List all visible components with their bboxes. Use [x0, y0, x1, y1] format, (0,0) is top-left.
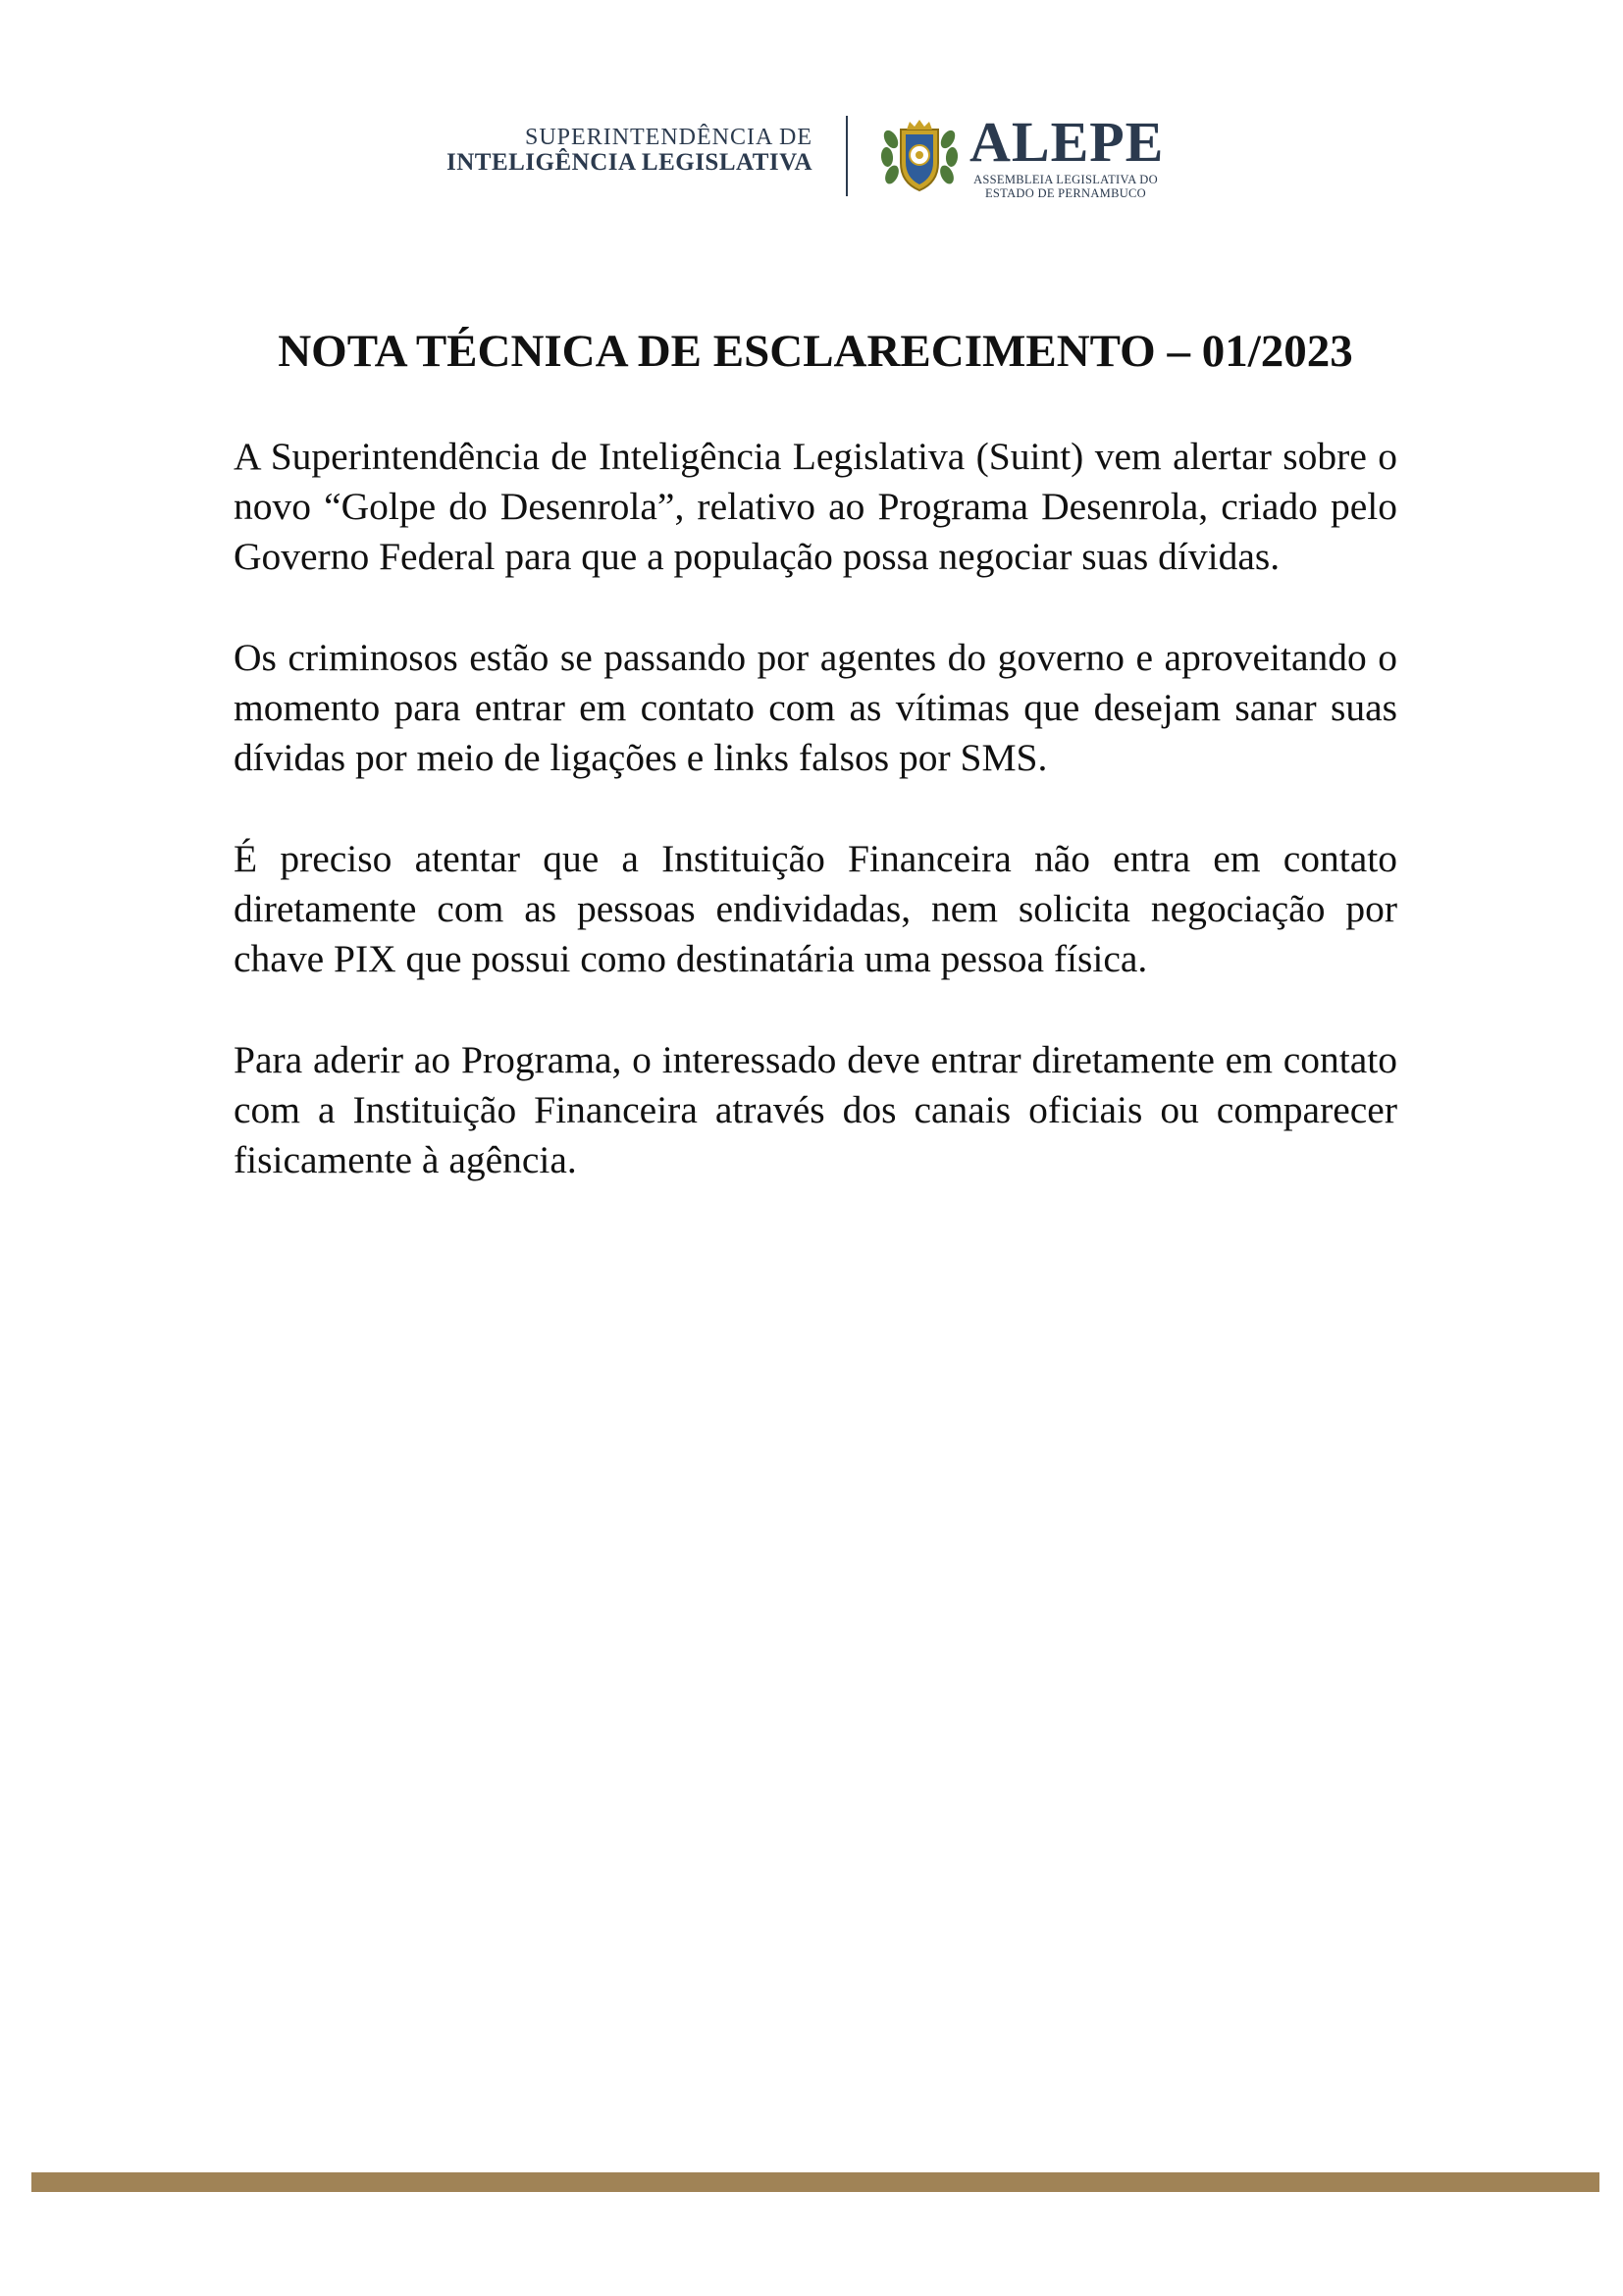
alepe-logo	[969, 110, 1166, 201]
paragraph-alert: A Superintendência de Inteligência Legislativa (Suint) vem alertar sobre o novo “Golpe do Desenrola”, relativo ao Programa Desenrola, criado pelo Governo Federal para que a população possa negociar suas dívidas.	[234, 435, 1397, 578]
paragraph-how-to-join: Para aderir ao Programa, o interessado deve entrar diretamente em contato com a Instituição Financeira através dos canais oficiais ou comparecer fisicamente à agência.	[234, 1038, 1397, 1181]
document-header	[0, 108, 1623, 206]
document-body	[234, 432, 1397, 1236]
alepe-crest-icon	[879, 118, 960, 196]
alepe-logo-subtitle-line1: ASSEMBLEIA LEGISLATIVA DO	[973, 173, 1158, 186]
alepe-logo-subtitle	[969, 173, 1162, 201]
footer-bar	[31, 2172, 1599, 2192]
suint-logo	[432, 126, 812, 176]
paragraph-criminals: Os criminosos estão se passando por agentes do governo e aproveitando o momento para entrar em contato com as vítimas que desejam sanar suas dívidas por meio de ligações e links falsos por SMS.	[234, 636, 1397, 779]
paragraph-institution: É preciso atentar que a Instituição Financeira não entra em contato diretamente com as pessoas endividadas, nem solicita negociação por chave PIX que possui como destinatária uma pessoa física.	[234, 837, 1397, 980]
suint-logo-line1: SUPERINTENDÊNCIA DE	[525, 125, 812, 150]
alepe-logo-subtitle-line2: ESTADO DE PERNAMBUCO	[984, 186, 1147, 201]
header-divider	[846, 116, 848, 196]
document-title: NOTA TÉCNICA DE ESCLARECIMENTO – 01/2023	[278, 326, 1353, 377]
suint-logo-line2: INTELIGÊNCIA LEGISLATIVA	[445, 149, 812, 177]
alepe-logo-name: ALEPE	[969, 110, 1165, 174]
